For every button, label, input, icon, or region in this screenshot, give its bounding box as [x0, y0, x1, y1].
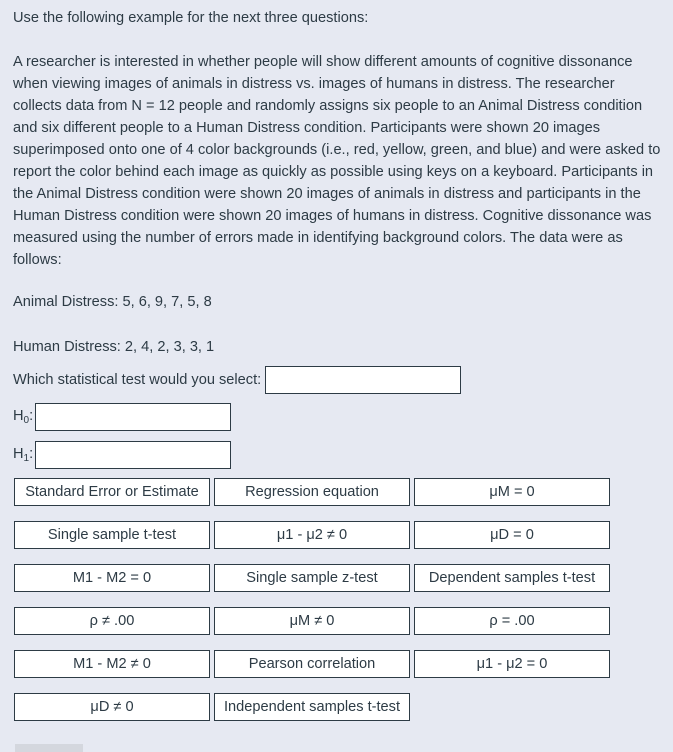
option-single-sample-z-test[interactable]: Single sample z-test [214, 564, 410, 592]
instructions-text: Use the following example for the next three questions: [13, 10, 369, 26]
next-button-partial[interactable] [15, 744, 83, 752]
option-mu1-minus-mu2-equals-0[interactable]: μ1 - μ2 = 0 [414, 650, 610, 678]
option-mu1-minus-mu2-not-0[interactable]: μ1 - μ2 ≠ 0 [214, 521, 410, 549]
statistical-test-question [13, 366, 461, 394]
h1-drop-zone[interactable] [35, 441, 231, 469]
option-mu-d-equals-0[interactable]: μD = 0 [414, 521, 610, 549]
option-independent-samples-t-test[interactable]: Independent samples t-test [214, 693, 410, 721]
h0-label: $H_0$: [13, 408, 34, 426]
option-standard-error[interactable]: Standard Error or Estimate [14, 478, 210, 506]
alt-hypothesis-row [13, 441, 231, 469]
human-distress-data: Human Distress: 2, 4, 2, 3, 3, 1 [13, 339, 215, 355]
option-single-sample-t-test[interactable]: Single sample t-test [14, 521, 210, 549]
option-mu-d-not-0[interactable]: μD ≠ 0 [14, 693, 210, 721]
option-regression-equation[interactable]: Regression equation [214, 478, 410, 506]
option-mu-m-equals-0[interactable]: μM = 0 [414, 478, 610, 506]
option-dependent-samples-t-test[interactable]: Dependent samples t-test [414, 564, 610, 592]
option-m1-minus-m2-equals-0[interactable]: M1 - M2 = 0 [14, 564, 210, 592]
test-drop-zone[interactable] [265, 366, 461, 394]
option-m1-minus-m2-not-0[interactable]: M1 - M2 ≠ 0 [14, 650, 210, 678]
scenario-passage: A researcher is interested in whether people will show different amounts of cognitive dissonance when viewing images of animals in distress vs. images of humans in distress. The researcher collects data from N = 12 people and randomly assigns six people to an Animal Distress condition and six different people to a Human Distress condition. Participants were shown 20 images superimposed onto one of 4 color backgrounds (i.e., red, yellow, green, and blue) and were asked to report the color behind each image as quickly as possible using keys on a keyboard. Participants in the Animal Distress condition were shown 20 images of animals in distress and participants in the Human Distress condition were shown 20 images of humans in distress. Cognitive dissonance was measured using the number of errors made in identifying background colors. The data were as follows: [13, 54, 661, 268]
h0-drop-zone[interactable] [35, 403, 231, 431]
question-label: Which statistical test would you select: [13, 372, 262, 388]
option-mu-m-not-0[interactable]: μM ≠ 0 [214, 607, 410, 635]
option-rho-not-00[interactable]: ρ ≠ .00 [14, 607, 210, 635]
animal-distress-data: Animal Distress: 5, 6, 9, 7, 5, 8 [13, 294, 212, 310]
option-pearson-correlation[interactable]: Pearson correlation [214, 650, 410, 678]
h1-label: $H_1$: [13, 446, 34, 464]
option-rho-equals-00[interactable]: ρ = .00 [414, 607, 610, 635]
null-hypothesis-row [13, 403, 231, 431]
